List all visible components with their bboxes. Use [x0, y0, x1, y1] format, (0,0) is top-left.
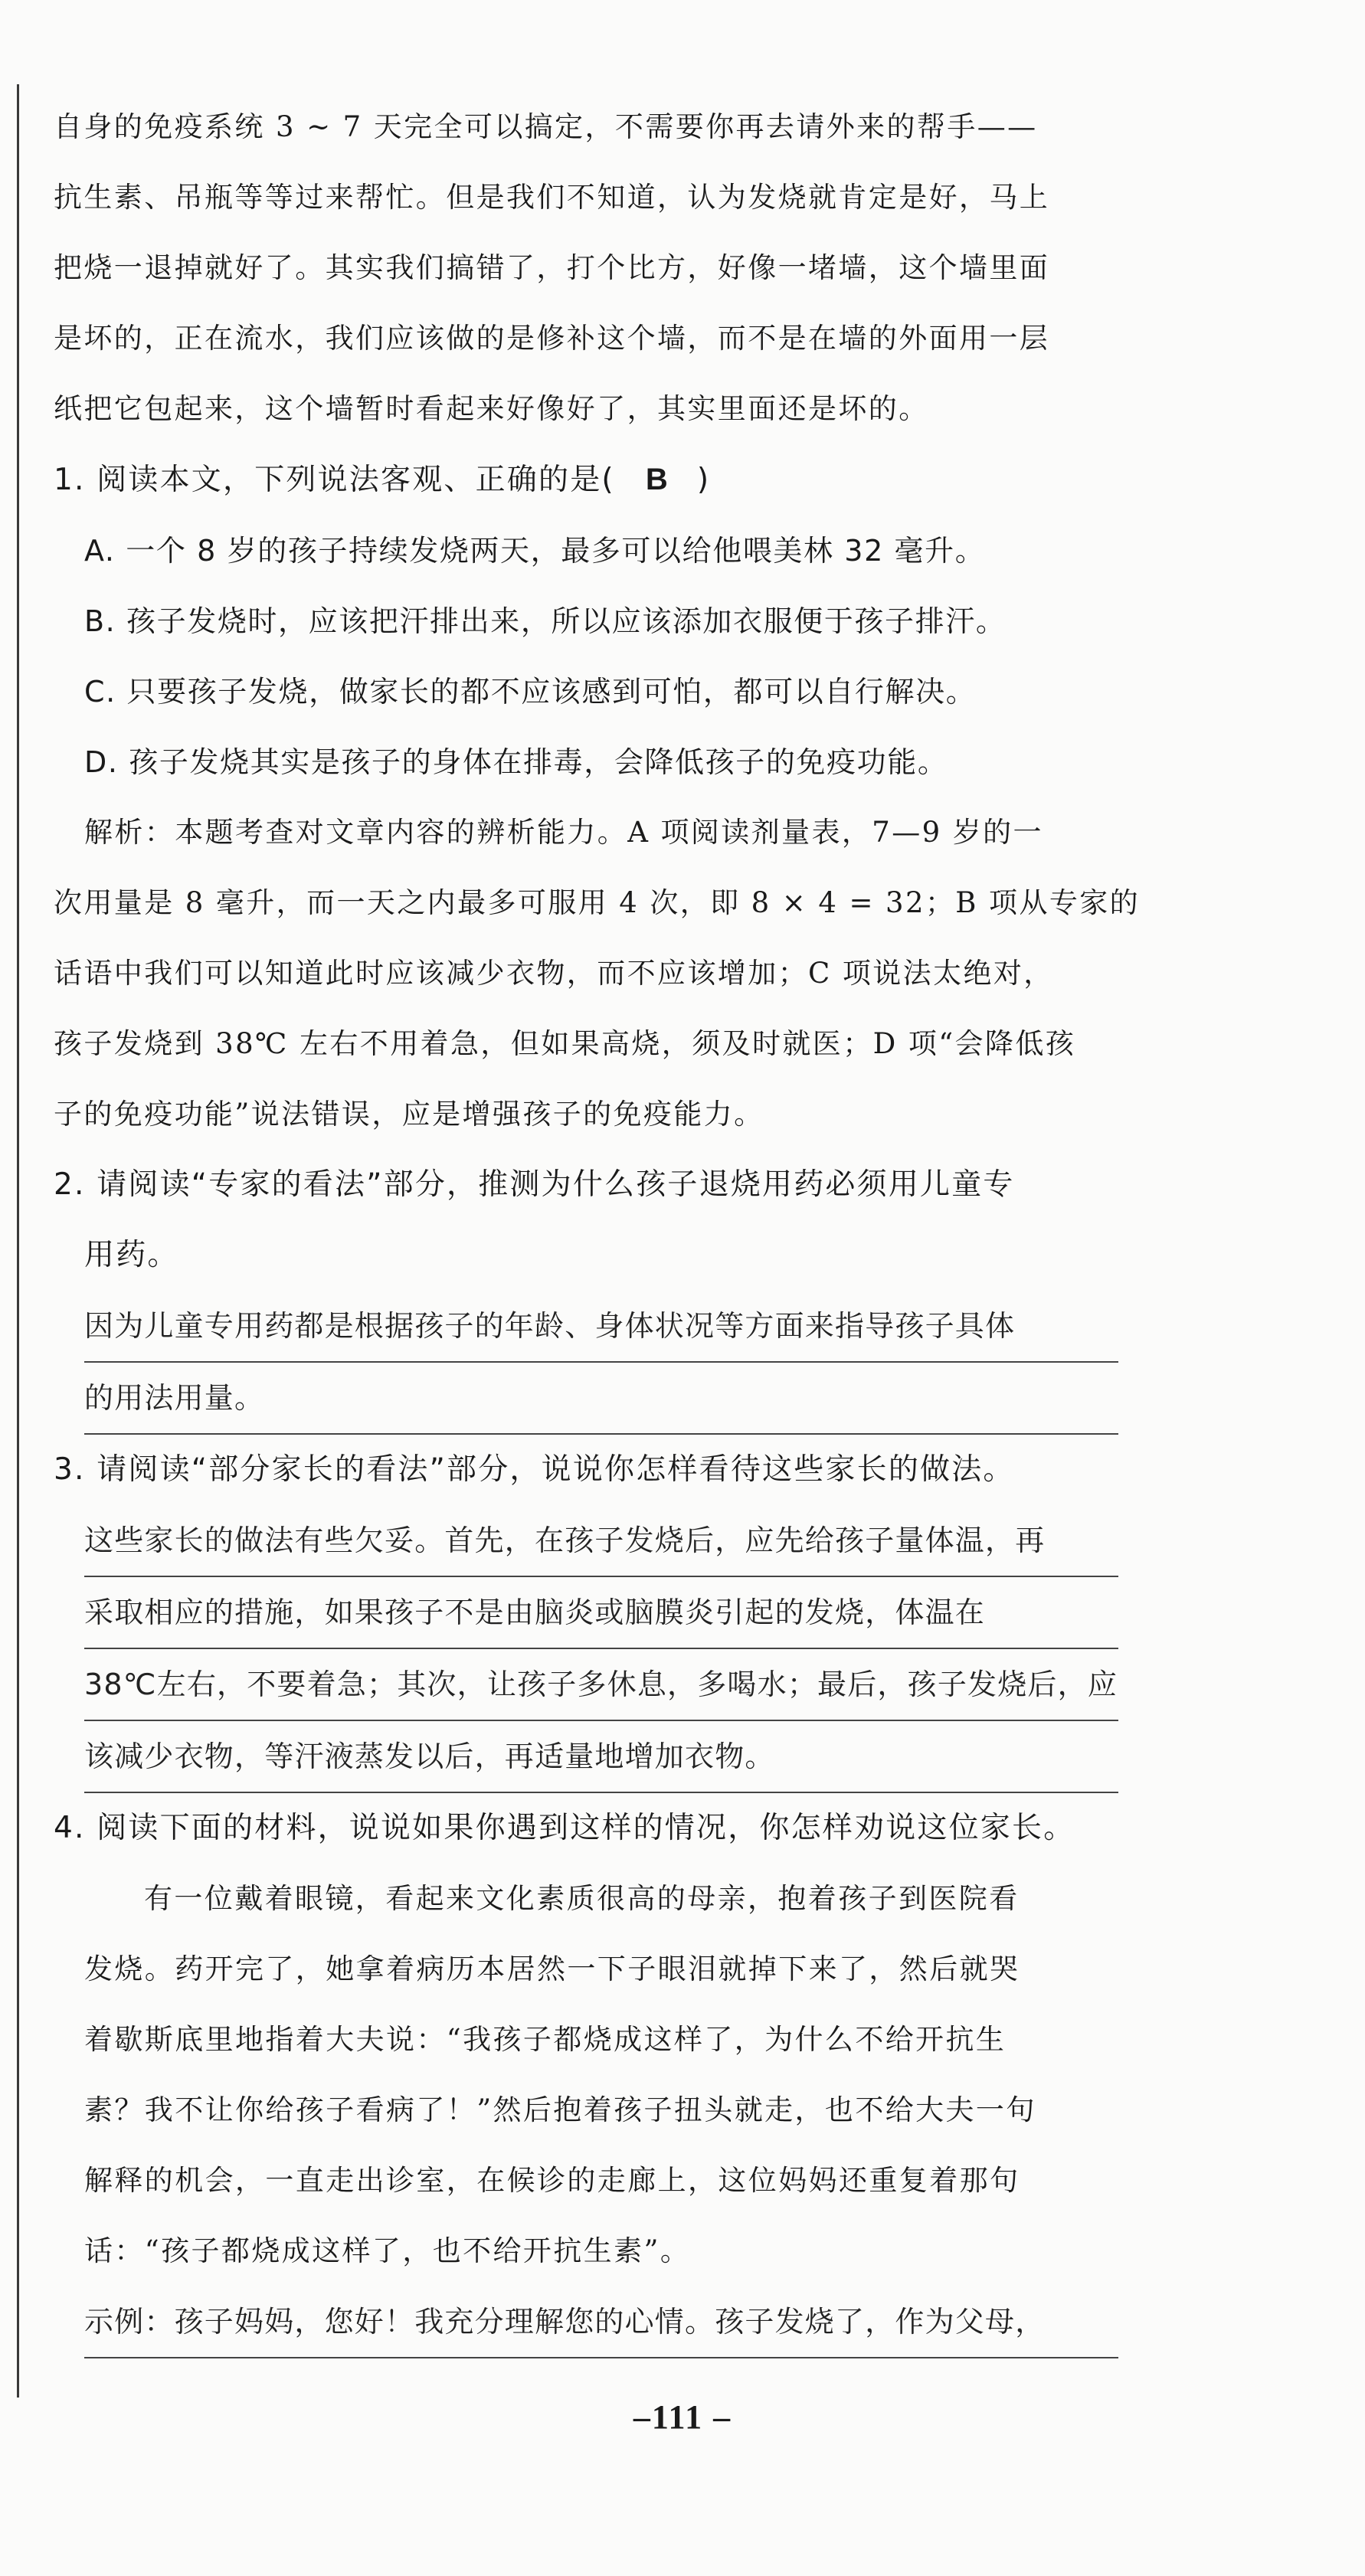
passage-line: 抗生素、吊瓶等等过来帮忙。但是我们不知道，认为发烧就肯定是好，马上: [54, 181, 1050, 214]
answer-line: 因为儿童专用药都是根据孩子的年龄、身体状况等方面来指导孩子具体: [84, 1291, 1118, 1363]
passage-line: 自身的免疫系统 3 ~ 7 天完全可以搞定，不需要你再去请外来的帮手——: [54, 110, 1038, 143]
analysis-line: 次用量是 8 毫升，而一天之内最多可服用 4 次，即 8 × 4 = 32；B 项从专家的: [54, 886, 1141, 919]
answer-line: 该减少衣物，等汗液蒸发以后，再适量地增加衣物。: [84, 1721, 1118, 1793]
analysis-line: 子的免疫功能”说法错误，应是增强孩子的免疫能力。: [54, 1098, 764, 1131]
option-d: D. 孩子发烧其实是孩子的身体在排毒，会降低孩子的免疫功能。: [84, 745, 948, 779]
answer-line: 示例：孩子妈妈，您好！我充分理解您的心情。孩子发烧了，作为父母，: [84, 2286, 1118, 2358]
material-line: 素？我不让你给孩子看病了！”然后抱着孩子扭头就走，也不给大夫一句: [84, 2093, 1036, 2126]
page-content: [54, 92, 1141, 2358]
analysis-line: 孩子发烧到 38℃ 左右不用着急，但如果高烧，须及时就医；D 项“会降低孩: [54, 1027, 1076, 1060]
question-4-material: [54, 1864, 1072, 2286]
answer-line: 的用法用量。: [84, 1363, 1118, 1435]
passage-continued: [54, 92, 1072, 444]
page-number: –111 –: [633, 2398, 732, 2436]
passage-line: 是坏的，正在流水，我们应该做的是修补这个墙，而不是在墙的外面用一层: [54, 322, 1050, 355]
question-1: [54, 444, 1141, 1150]
passage-line: 纸把它包起来，这个墙暂时看起来好像好了，其实里面还是坏的。: [54, 392, 929, 425]
option-b: B. 孩子发烧时，应该把汗排出来，所以应该添加衣服便于孩子排汗。: [84, 604, 1007, 638]
question-1-analysis: [54, 797, 1141, 1150]
question-2-stem: 2. 请阅读“专家的看法”部分，推测为什么孩子退烧用药必须用儿童专: [54, 1167, 1015, 1202]
option-a: A. 一个 8 岁的孩子持续发烧两天，最多可以给他喂美林 32 毫升。: [84, 534, 986, 568]
question-3: [54, 1435, 1118, 1793]
material-line: 发烧。药开完了，她拿着病历本居然一下子眼泪就掉下来了，然后就哭: [84, 1952, 1020, 1985]
question-4: [54, 1793, 1075, 2358]
question-3-stem: 3. 请阅读“部分家长的看法”部分，说说你怎样看待这些家长的做法。: [54, 1452, 1015, 1487]
analysis-line: 解析：本题考查对文章内容的辨析能力。A 项阅读剂量表，7—9 岁的一: [84, 816, 1043, 849]
option-c: C. 只要孩子发烧，做家长的都不应该感到可怕，都可以自行解决。: [84, 675, 977, 709]
question-4-stem: 4. 阅读下面的材料，说说如果你遇到这样的情况，你怎样劝说这位家长。: [54, 1811, 1075, 1845]
material-line: 有一位戴着眼镜，看起来文化素质很高的母亲，抱着孩子到医院看: [144, 1882, 1020, 1915]
material-line: 话：“孩子都烧成这样了，也不给开抗生素”。: [84, 2234, 691, 2267]
left-margin-rule: [17, 84, 19, 2398]
question-1-answer: B: [645, 463, 669, 496]
answer-line: 38℃左右，不要着急；其次，让孩子多休息，多喝水；最后，孩子发烧后，应: [84, 1649, 1118, 1721]
passage-line: 把烧一退掉就好了。其实我们搞错了，打个比方，好像一堵墙，这个墙里面: [54, 251, 1050, 284]
question-2-stem: 用药。: [84, 1238, 179, 1272]
material-line: 着歇斯底里地指着大夫说：“我孩子都烧成这样了，为什么不给开抗生: [84, 2023, 1007, 2056]
material-line: 解释的机会，一直走出诊室，在候诊的走廊上，这位妈妈还重复着那句: [84, 2164, 1020, 2197]
question-1-stem-text: 1. 阅读本文，下列说法客观、正确的是(: [54, 463, 615, 497]
answer-line: 采取相应的措施，如果孩子不是由脑炎或脑膜炎引起的发烧，体温在: [84, 1577, 1118, 1649]
question-1-close-paren: ): [696, 463, 711, 497]
question-2: [54, 1150, 1072, 1435]
question-1-stem: [54, 444, 1072, 516]
answer-line: 这些家长的做法有些欠妥。首先，在孩子发烧后，应先给孩子量体温，再: [84, 1505, 1118, 1577]
analysis-line: 话语中我们可以知道此时应该减少衣物，而不应该增加；C 项说法太绝对，: [54, 957, 1054, 990]
